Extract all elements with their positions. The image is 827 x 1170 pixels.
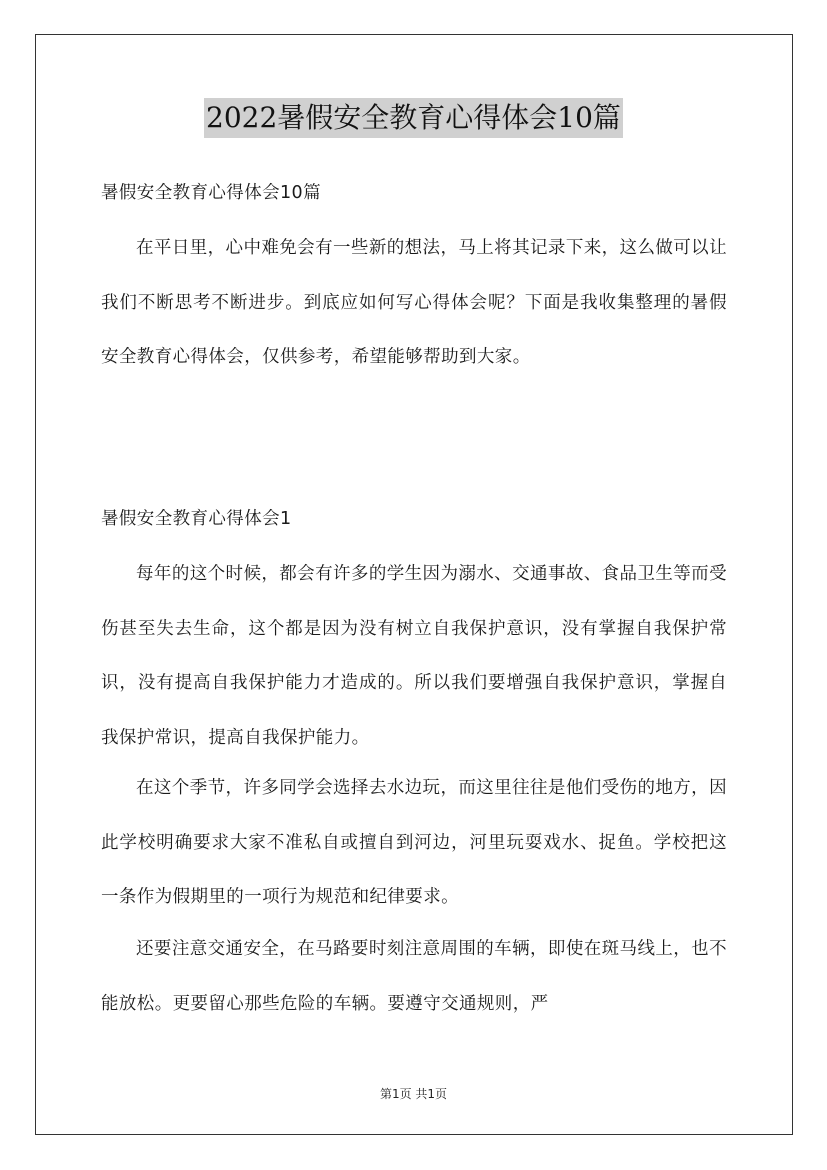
document-title: 2022暑假安全教育心得体会10篇: [204, 98, 623, 138]
intro-paragraph: 在平日里，心中难免会有一些新的想法，马上将其记录下来，这么做可以让我们不断思考不断进步。到底应如何写心得体会呢？下面是我收集整理的暑假安全教育心得体会，仅供参考，希望能够帮助到大家。: [101, 238, 727, 367]
page-footer: 第1页 共1页: [379, 1087, 448, 1101]
title-container: [0, 98, 827, 138]
subtitle: 暑假安全教育心得体会10篇: [101, 183, 321, 203]
body-paragraph: 每年的这个时候，都会有许多的学生因为溺水、交通事故、食品卫生等而受伤甚至失去生命，这个都是因为没有树立自我保护意识，没有掌握自我保护常识，没有提高自我保护能力才造成的。所以我们要增强自我保护意识，掌握自我保护常识，提高自我保护能力。: [101, 564, 727, 748]
section-heading: 暑假安全教育心得体会1: [101, 509, 292, 529]
body-paragraph: 还要注意交通安全，在马路要时刻注意周围的车辆，即使在斑马线上，也不能放松。更要留心那些危险的车辆。要遵守交通规则，严: [101, 939, 727, 1014]
body-paragraph: 在这个季节，许多同学会选择去水边玩，而这里往往是他们受伤的地方，因此学校明确要求大家不准私自或擅自到河边，河里玩耍戏水、捉鱼。学校把这一条作为假期里的一项行为规范和纪律要求。: [101, 778, 727, 907]
